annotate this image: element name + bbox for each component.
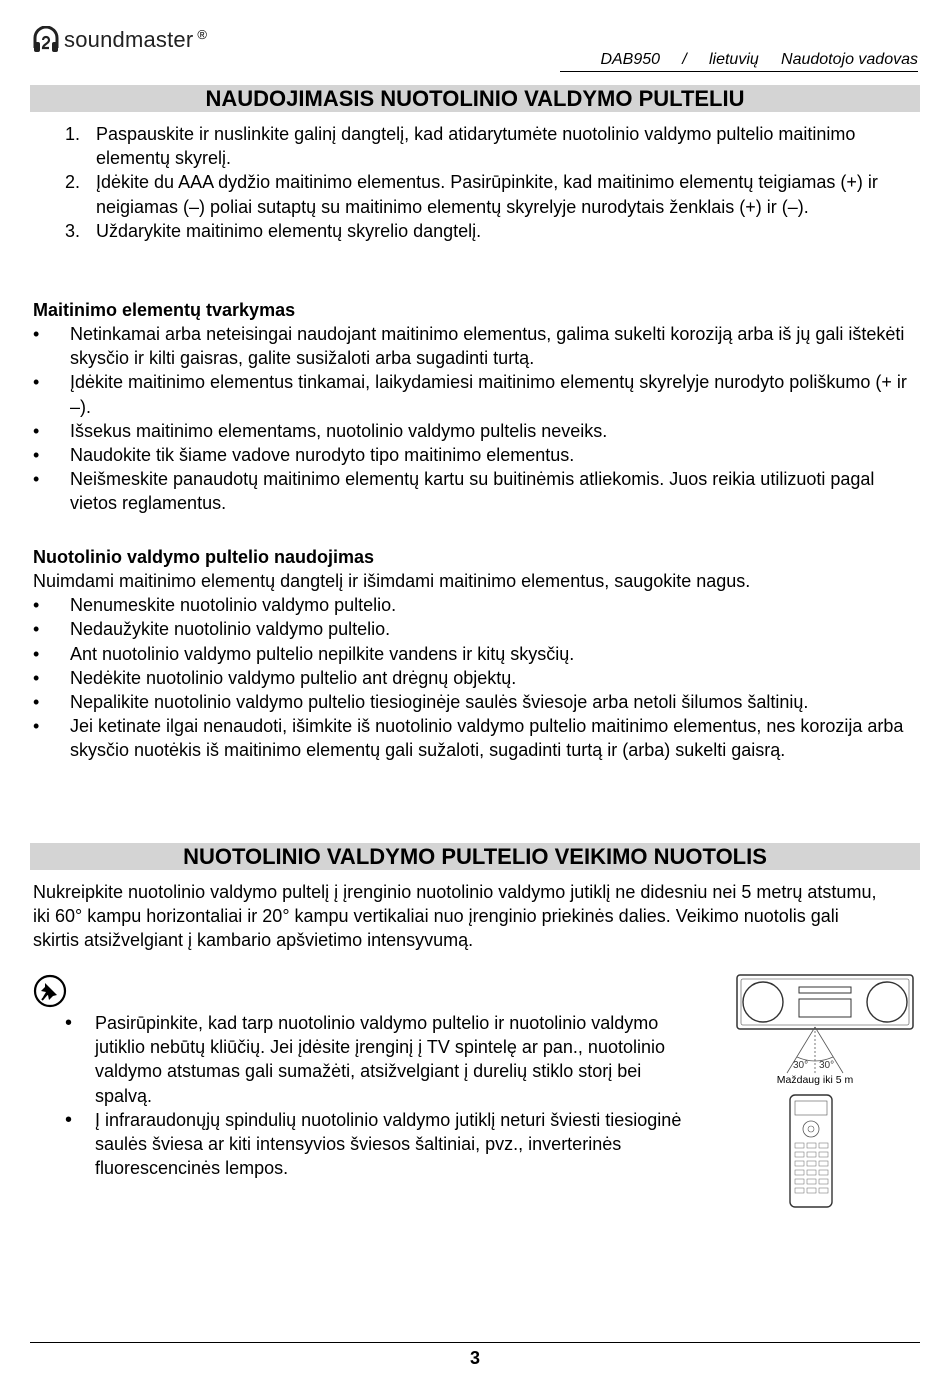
remote-usage-block <box>33 545 913 763</box>
bullet: • <box>33 372 40 393</box>
list-item-text: Naudokite tik šiame vadove nurodyto tipo maitinimo elementus. <box>70 445 575 466</box>
bullet: • <box>33 420 40 441</box>
step-item <box>33 219 913 243</box>
battery-handling-heading: Maitinimo elementų tvarkymas <box>33 300 296 320</box>
list-item-text: Nepalikite nuotolinio valdymo pultelio tiesioginėje saulės šviesoje arba netoli šilumos šaltinių. <box>70 692 809 713</box>
bullet: • <box>33 324 40 344</box>
list-item <box>33 322 913 370</box>
bullet: • <box>33 692 40 713</box>
list-item-text: Nenumeskite nuotolinio valdymo pultelio. <box>70 595 397 616</box>
soundmaster-logo-icon <box>32 26 60 54</box>
range-paragraph: Nukreipkite nuotolinio valdymo pultelį į įrenginio nuotolinio valdymo jutiklį ne didesniu nei 5 metrų atstumu, iki 60° kampu horizontaliai ir 20° kampu vertikaliai nuo įrenginio priekinės dalies. Veikimo nuotolis gali skirtis atsižvelgiant į kambario apšvietimo intensyvumą. <box>33 882 877 951</box>
bullet: • <box>65 1108 73 1131</box>
brand-name: soundmaster <box>64 27 194 52</box>
list-item-text: Ant nuotolinio valdymo pultelio nepilkite vandens ir kitų skysčių. <box>70 643 575 664</box>
footer-divider <box>30 1342 920 1343</box>
list-item-text: Nedėkite nuotolinio valdymo pultelio ant drėgnų objektų. <box>70 667 517 688</box>
language-label: lietuvių <box>708 51 759 68</box>
list-item-text: Įdėkite maitinimo elementus tinkamai, laikydamiesi maitinimo elementų skyrelyje nurodyto poliškumo (+ ir –). <box>70 372 907 417</box>
registered-mark: ® <box>197 26 207 42</box>
step-number: 1. <box>65 124 81 144</box>
list-item <box>33 443 913 467</box>
list-item <box>33 593 913 617</box>
battery-install-steps <box>33 122 913 243</box>
step-text: Paspauskite ir nuslinkite galinį dangtelį, kad atidarytumėte nuotolinio valdymo pultelio maitinimo elementų skyrelį. <box>96 124 856 169</box>
list-item <box>33 666 913 690</box>
remote-usage-intro: Nuimdami maitinimo elementų dangtelį ir išimdami maitinimo elementus, saugokite nagus. <box>33 571 751 591</box>
bullet: • <box>33 667 40 688</box>
bullet: • <box>33 595 40 616</box>
list-item <box>33 617 913 641</box>
angle-right-label: 30° <box>819 1060 835 1071</box>
page-number: 3 <box>469 1348 480 1368</box>
bullet: • <box>33 445 40 466</box>
bullet: • <box>33 469 40 490</box>
section-title-remote-range: NUOTOLINIO VALDYMO PULTELIO VEIKIMO NUOTOLIS <box>30 843 920 870</box>
step-number: 2. <box>65 172 81 193</box>
header-doc-info <box>600 51 918 69</box>
range-distance-label: Maždaug iki 5 m <box>776 1074 854 1086</box>
step-text: Įdėkite du AAA dydžio maitinimo elementus. Pasirūpinkite, kad maitinimo elementų teigiamas (+) ir neigiamas (–) poliai sutaptų su maitinimo elementų skyrelyje nurodytais ženklais (+) ir (–). <box>96 172 878 217</box>
doc-title: Naudotojo vadovas <box>781 51 918 68</box>
pushpin-note-icon <box>33 974 67 1008</box>
remote-control-illustration <box>790 1095 832 1207</box>
list-item <box>33 467 913 515</box>
battery-handling-block <box>33 298 913 516</box>
list-item <box>33 642 913 666</box>
bullet: • <box>33 716 40 737</box>
list-item-text: Jei ketinate ilgai nenaudoti, išimkite iš nuotolinio valdymo pultelio maitinimo elementus, nes korozija arba skysčio nuotėkis iš maitinimo elementų gali sužaloti, sugadinti turtą ir (arba) sukelti gaisrą. <box>70 716 904 761</box>
list-item <box>33 690 913 714</box>
model-name: DAB950 <box>600 51 661 68</box>
step-item <box>33 170 913 218</box>
list-item-text: Į infraraudonųjų spindulių nuotolinio valdymo jutiklį neturi šviesti tiesioginė saulės šviesa ar kiti intensyvios šviesos šaltiniai, pvz., inverterinės fluorescencinės lempos. <box>95 1109 682 1179</box>
list-item <box>33 419 913 443</box>
angle-left-label: 30° <box>793 1060 809 1071</box>
brand-logo <box>32 24 207 56</box>
bullet: • <box>33 643 40 664</box>
remote-usage-heading: Nuotolinio valdymo pultelio naudojimas <box>33 547 375 567</box>
step-number: 3. <box>65 220 81 241</box>
remote-range-diagram <box>735 973 915 1213</box>
list-item-text: Pasirūpinkite, kad tarp nuotolinio valdymo pultelio ir nuotolinio valdymo jutiklio nebūtų kliūčių. Jei įdėsite įrenginį į TV spintelę ar pan., nuotolinio valdymo atstumas gali sumažėti, atsižvelgiant į durelių stiklo storį bei spalvą. <box>95 1013 665 1106</box>
list-item <box>33 370 913 418</box>
header-divider <box>560 71 918 72</box>
list-item <box>33 714 913 762</box>
range-notes <box>63 1011 695 1180</box>
section-title-remote-use: NAUDOJIMASIS NUOTOLINIO VALDYMO PULTELIU <box>30 85 920 112</box>
header-separator: / <box>682 51 687 68</box>
bullet: • <box>33 619 40 640</box>
device-illustration <box>737 975 913 1029</box>
list-item-text: Nedaužykite nuotolinio valdymo pultelio. <box>70 619 391 640</box>
bullet: • <box>65 1012 73 1034</box>
list-item <box>63 1011 695 1108</box>
step-text: Uždarykite maitinimo elementų skyrelio dangtelį. <box>96 220 482 241</box>
step-item <box>33 122 913 170</box>
list-item-text: Netinkamai arba neteisingai naudojant maitinimo elementus, galima sukelti koroziją arba iš jų gali ištekėti skysčio ir kilti gaisras, galite susižaloti arba sugadinti turtą. <box>70 324 905 369</box>
list-item-text: Neišmeskite panaudotų maitinimo elementų kartu su buitinėmis atliekomis. Juos reikia utilizuoti pagal vietos reglamentus. <box>70 469 875 514</box>
list-item-text: Išsekus maitinimo elementams, nuotolinio valdymo pultelis neveiks. <box>70 420 608 441</box>
list-item <box>63 1108 695 1181</box>
